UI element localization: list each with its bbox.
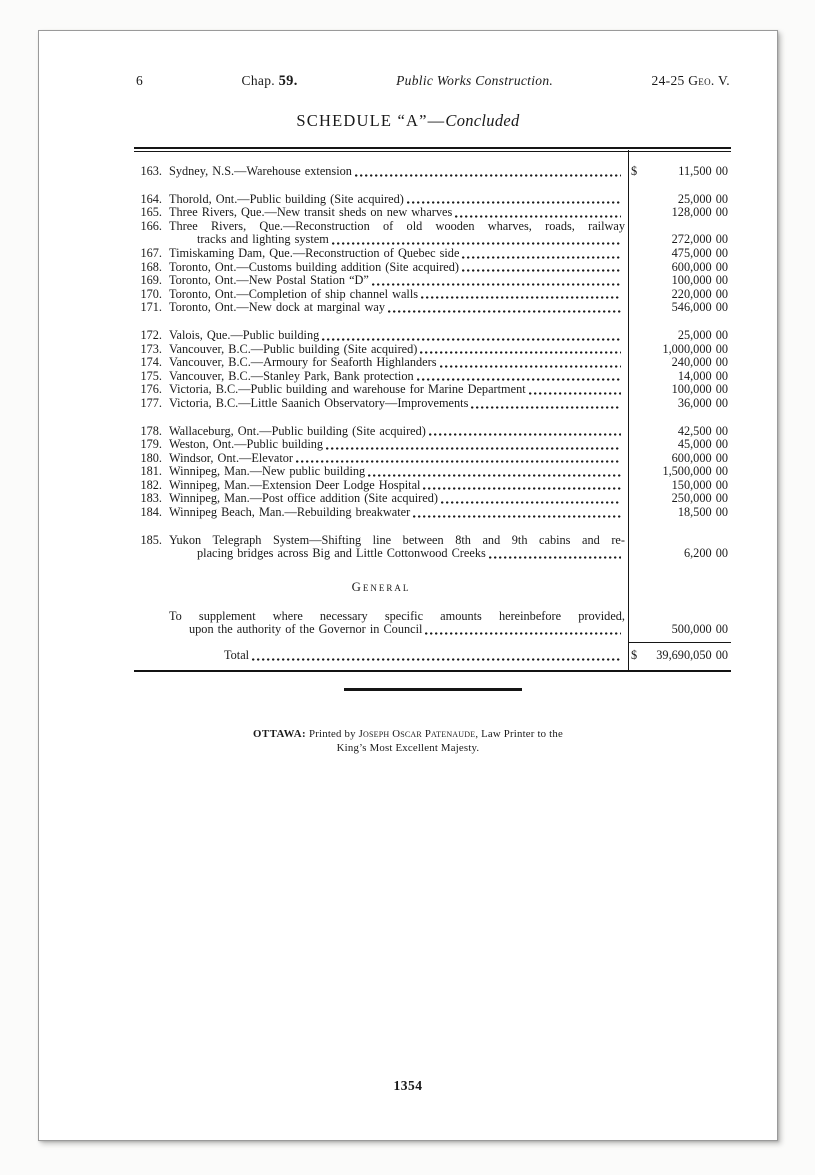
- item-number: 165.: [140, 205, 162, 220]
- item-amount: 240,000 00: [671, 355, 728, 370]
- item-amount: 1,500,000 00: [662, 464, 728, 479]
- dot-leader: [407, 201, 621, 204]
- table-row: [134, 220, 731, 234]
- item-amount: 100,000 00: [671, 273, 728, 288]
- dot-leader: [462, 256, 621, 259]
- table-row: [134, 383, 731, 397]
- item-number: 175.: [140, 368, 162, 383]
- item-description: Winnipeg, Man.—New public building: [169, 464, 366, 479]
- item-amount: 42,500 00: [677, 423, 728, 438]
- general-section-heading: General: [351, 579, 411, 594]
- item-description: Thorold, Ont.—Public building (Site acquired): [169, 191, 404, 206]
- item-amount: 475,000 00: [671, 245, 728, 260]
- item-description: Vancouver, B.C.—Armoury for Seaforth Highlanders: [169, 355, 437, 370]
- row-group: [134, 165, 731, 179]
- item-description: Yukon Telegraph System—Shifting line between 8th and 9th cabins and re-: [169, 532, 625, 547]
- item-amount: 14,000 00: [677, 368, 728, 383]
- supplement-row-line2: [134, 623, 731, 637]
- supplement-amount: 500,000 00: [671, 622, 728, 637]
- table-row: [134, 301, 731, 315]
- dot-leader: [332, 242, 621, 245]
- item-description: Three Rivers, Que.—New transit sheds on new wharves: [169, 205, 453, 220]
- item-number: 177.: [140, 395, 162, 410]
- dot-leader: [425, 632, 621, 635]
- item-amount: 272,000 00: [671, 232, 728, 247]
- item-number: 171.: [140, 300, 162, 315]
- dot-leader: [441, 501, 621, 504]
- item-number: 183.: [140, 491, 162, 506]
- row-group: [134, 534, 731, 561]
- dot-leader: [413, 515, 621, 518]
- dot-leader: [455, 215, 621, 218]
- chapter-label: [242, 73, 298, 90]
- dot-leader: [372, 283, 621, 286]
- item-description: Winnipeg, Man.—Post office addition (Site acquired): [169, 491, 438, 506]
- item-number: 168.: [140, 259, 162, 274]
- item-number: 169.: [140, 273, 162, 288]
- item-amount: 36,000 00: [677, 395, 728, 410]
- item-number: 166.: [140, 218, 162, 233]
- supplement-row-line1: [134, 610, 731, 624]
- supplement-text-line1: To supplement where necessary specific amounts hereinbefore provided,: [169, 608, 625, 623]
- table-row: [134, 261, 731, 275]
- item-description: Timiskaming Dam, Que.—Reconstruction of Quebec side: [169, 245, 460, 260]
- schedule-title: [39, 111, 777, 131]
- end-of-act-rule: [344, 688, 522, 691]
- item-description: placing bridges across Big and Little Cottonwood Creeks: [197, 546, 486, 561]
- table-row: [134, 397, 731, 411]
- regnal-suffix: V.: [714, 73, 730, 88]
- dot-leader: [421, 296, 621, 299]
- item-number: 182.: [140, 477, 162, 492]
- dot-leader: [420, 351, 621, 354]
- item-amount: 1,000,000 00: [662, 341, 728, 356]
- imprint-suffix: , Law Printer to the: [475, 727, 563, 740]
- document-page: [38, 30, 778, 1141]
- row-group: [134, 193, 731, 315]
- item-number: 174.: [140, 355, 162, 370]
- column-divider-rule: [628, 150, 629, 670]
- item-amount: 100,000 00: [671, 382, 728, 397]
- table-row: [134, 465, 731, 479]
- item-description: Weston, Ont.—Public building: [169, 437, 324, 452]
- imprint-city: OTTAWA:: [253, 727, 307, 740]
- item-amount: 18,500 00: [677, 505, 728, 520]
- item-description: Vancouver, B.C.—Stanley Park, Bank protection: [169, 368, 414, 383]
- item-description: Victoria, B.C.—Public building and warehouse for Marine Department: [169, 382, 526, 397]
- currency-symbol: $: [631, 164, 638, 178]
- item-number: 163.: [140, 164, 162, 178]
- dot-leader: [462, 269, 621, 272]
- dot-leader: [529, 392, 621, 395]
- chapter-prefix: Chap.: [241, 73, 275, 88]
- table-row: [134, 206, 731, 220]
- item-number: 170.: [140, 286, 162, 301]
- regnal-prefix: 24-25: [651, 73, 689, 88]
- dot-leader: [368, 474, 621, 477]
- row-group: [134, 329, 731, 411]
- item-description: Vancouver, B.C.—Public building (Site acquired): [169, 341, 418, 356]
- item-amount: 220,000 00: [671, 286, 728, 301]
- table-row: [134, 288, 731, 302]
- regnal-smallcaps: Geo.: [688, 73, 715, 88]
- item-amount: 25,000 00: [677, 327, 728, 342]
- item-description: Windsor, Ont.—Elevator: [169, 450, 293, 465]
- table-row: [134, 274, 731, 288]
- item-description: Three Rivers, Que.—Reconstruction of old wooden wharves, roads, railway: [169, 218, 625, 233]
- table-row: [134, 492, 731, 506]
- item-description: Toronto, Ont.—Customs building addition (Site acquired): [169, 259, 460, 274]
- item-number: 176.: [140, 382, 162, 397]
- amount-column-rule: [628, 642, 731, 643]
- table-bottom-rule: [134, 670, 731, 672]
- item-amount: 150,000 00: [671, 477, 728, 492]
- table-row: [134, 534, 731, 548]
- supplement-text-line2: upon the authority of the Governor in Council: [189, 622, 423, 637]
- imprint-printer-name: Joseph Oscar Patenaude: [358, 727, 476, 740]
- dot-leader: [252, 658, 621, 661]
- item-description: Winnipeg, Man.—Extension Deer Lodge Hospital: [169, 477, 421, 492]
- item-number: 164.: [140, 191, 162, 206]
- folio-page-number: 1354: [393, 1078, 423, 1093]
- chapter-number: 59.: [278, 73, 298, 89]
- table-row: [134, 193, 731, 207]
- schedule-title-main: SCHEDULE “A”—: [296, 111, 446, 130]
- header-page-number: 6: [136, 73, 144, 88]
- dot-leader: [440, 365, 622, 368]
- table-row: [134, 506, 731, 520]
- table-row: [134, 547, 731, 561]
- item-amount: 250,000 00: [671, 491, 728, 506]
- table-row: [134, 329, 731, 343]
- total-amount: 39,690,050 00: [656, 648, 728, 663]
- item-amount: 128,000 00: [671, 205, 728, 220]
- item-amount: 6,200 00: [683, 546, 728, 561]
- dot-leader: [489, 556, 621, 559]
- total-label: Total: [224, 648, 250, 663]
- running-header: [136, 73, 730, 90]
- item-description: Toronto, Ont.—Completion of ship channel walls: [169, 286, 419, 301]
- dot-leader: [322, 338, 621, 341]
- table-row: [134, 233, 731, 247]
- item-description: Sydney, N.S.—Warehouse extension: [169, 164, 352, 178]
- row-group: [134, 425, 731, 520]
- table-row: [134, 425, 731, 439]
- table-row: [134, 356, 731, 370]
- table-row: [134, 247, 731, 261]
- item-number: 178.: [140, 423, 162, 438]
- item-description: tracks and lighting system: [197, 232, 329, 247]
- item-amount: 600,000 00: [671, 450, 728, 465]
- schedule-table: [134, 147, 731, 672]
- dot-leader: [429, 433, 621, 436]
- total-row: [134, 649, 731, 663]
- table-row: [134, 479, 731, 493]
- currency-symbol: $: [631, 648, 638, 663]
- regnal-year: [652, 73, 730, 89]
- dot-leader: [388, 310, 621, 313]
- dot-leader: [423, 487, 621, 490]
- imprint-line1: [39, 727, 777, 742]
- table-row: [134, 438, 731, 452]
- item-number: 172.: [140, 327, 162, 342]
- item-description: Victoria, B.C.—Little Saanich Observatory—Improvements: [169, 395, 469, 410]
- schedule-title-emphasis: Concluded: [445, 111, 520, 130]
- item-number: 184.: [140, 505, 162, 520]
- dot-leader: [326, 447, 621, 450]
- imprint-line2: King’s Most Excellent Majesty.: [336, 742, 480, 755]
- table-row: [134, 370, 731, 384]
- dot-leader: [355, 174, 621, 177]
- dot-leader: [471, 406, 621, 409]
- dot-leader: [417, 378, 621, 381]
- item-description: Wallaceburg, Ont.—Public building (Site acquired): [169, 423, 426, 438]
- item-description: Toronto, Ont.—New Postal Station “D”: [169, 273, 369, 288]
- item-description: Toronto, Ont.—New dock at marginal way: [169, 300, 385, 315]
- item-amount: 546,000 00: [671, 300, 728, 315]
- item-amount: 11,500 00: [678, 164, 728, 178]
- item-description: Valois, Que.—Public building: [169, 327, 320, 342]
- item-number: 185.: [140, 532, 162, 547]
- table-body: [134, 152, 731, 561]
- item-amount: 45,000 00: [677, 437, 728, 452]
- table-row: [134, 343, 731, 357]
- table-row: [134, 452, 731, 466]
- item-number: 167.: [140, 245, 162, 260]
- table-row: [134, 165, 731, 179]
- dot-leader: [296, 460, 621, 463]
- item-amount: 25,000 00: [677, 191, 728, 206]
- running-title: Public Works Construction.: [396, 73, 554, 88]
- item-number: 180.: [140, 450, 162, 465]
- item-number: 173.: [140, 341, 162, 356]
- imprint-mid: Printed by: [306, 727, 359, 740]
- item-number: 181.: [140, 464, 162, 479]
- printer-imprint: [39, 727, 777, 756]
- item-description: Winnipeg Beach, Man.—Rebuilding breakwater: [169, 505, 411, 520]
- item-number: 179.: [140, 437, 162, 452]
- item-amount: 600,000 00: [671, 259, 728, 274]
